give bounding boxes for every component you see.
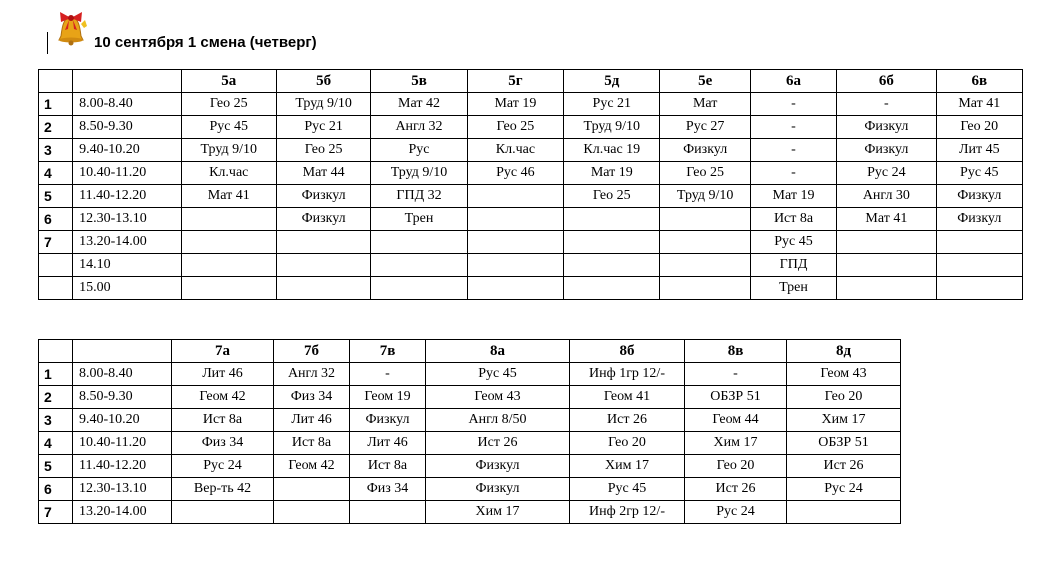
lesson-cell: Ист 26	[685, 478, 787, 501]
lesson-cell: Лит 46	[274, 409, 350, 432]
lesson-cell: Англ 30	[837, 185, 936, 208]
lesson-time: 13.20-14.00	[73, 231, 181, 254]
lesson-cell: Кл.час	[181, 162, 276, 185]
lesson-cell: Рус	[371, 139, 467, 162]
lesson-cell	[276, 277, 370, 300]
page-header	[47, 10, 447, 54]
table-row	[39, 116, 1023, 139]
class-header: 5д	[564, 70, 660, 93]
lesson-number: 5	[39, 185, 73, 208]
lesson-cell: Физкул	[426, 455, 570, 478]
lesson-cell: -	[750, 93, 836, 116]
lesson-cell: Мат 41	[181, 185, 276, 208]
table-row	[39, 455, 901, 478]
lesson-number: 3	[39, 139, 73, 162]
lesson-cell: Геом 42	[172, 386, 274, 409]
lesson-time: 11.40-12.20	[73, 185, 181, 208]
lesson-cell: Физкул	[660, 139, 750, 162]
lesson-number: 2	[39, 386, 73, 409]
lesson-cell: -	[837, 93, 936, 116]
lesson-time: 10.40-11.20	[73, 432, 172, 455]
lesson-cell	[467, 185, 563, 208]
lesson-time: 14.10	[73, 254, 181, 277]
lesson-cell: Гео 20	[685, 455, 787, 478]
lesson-cell	[467, 277, 563, 300]
lesson-cell: Геом 41	[570, 386, 685, 409]
class-header: 5а	[181, 70, 276, 93]
lesson-cell: Физ 34	[274, 386, 350, 409]
lesson-cell: Трен	[750, 277, 836, 300]
lesson-cell: Рус 24	[685, 501, 787, 524]
lesson-time: 12.30-13.10	[73, 208, 181, 231]
schedule-table-grade-7-8	[38, 339, 901, 524]
lesson-number: 4	[39, 162, 73, 185]
lesson-cell: -	[685, 363, 787, 386]
lesson-cell: Кл.час 19	[564, 139, 660, 162]
lesson-cell: Физ 34	[172, 432, 274, 455]
bell-with-bow-icon	[51, 10, 91, 50]
header-cell-empty	[39, 70, 73, 93]
lesson-number: 2	[39, 116, 73, 139]
class-header: 8в	[685, 340, 787, 363]
table-row	[39, 93, 1023, 116]
lesson-cell: ОБЗР 51	[685, 386, 787, 409]
lesson-cell: -	[350, 363, 426, 386]
lesson-cell: Рус 21	[276, 116, 370, 139]
lesson-number: 4	[39, 432, 73, 455]
table-row	[39, 501, 901, 524]
table-row	[39, 185, 1023, 208]
schedule-table-grade-5-6	[38, 69, 1023, 300]
lesson-cell: Гео 20	[787, 386, 901, 409]
lesson-cell: Рус 45	[936, 162, 1022, 185]
lesson-cell: Труд 9/10	[276, 93, 370, 116]
lesson-cell	[371, 277, 467, 300]
lesson-cell: Рус 45	[750, 231, 836, 254]
lesson-cell	[181, 231, 276, 254]
table-row	[39, 139, 1023, 162]
lesson-cell	[371, 231, 467, 254]
class-header: 5в	[371, 70, 467, 93]
lesson-cell: Труд 9/10	[660, 185, 750, 208]
lesson-cell: Рус 45	[570, 478, 685, 501]
lesson-cell: Лит 46	[350, 432, 426, 455]
lesson-cell: Англ 32	[274, 363, 350, 386]
class-header: 6б	[837, 70, 936, 93]
lesson-cell: Мат 41	[936, 93, 1022, 116]
lesson-cell	[467, 231, 563, 254]
lesson-cell: Мат 19	[750, 185, 836, 208]
table-row	[39, 478, 901, 501]
lesson-number: 6	[39, 478, 73, 501]
lesson-cell	[276, 254, 370, 277]
lesson-cell: Рус 45	[181, 116, 276, 139]
lesson-cell: Рус 24	[172, 455, 274, 478]
lesson-cell	[274, 501, 350, 524]
header-divider	[47, 32, 48, 54]
lesson-cell: -	[750, 162, 836, 185]
lesson-cell: Рус 27	[660, 116, 750, 139]
lesson-cell: Хим 17	[426, 501, 570, 524]
lesson-cell: ОБЗР 51	[787, 432, 901, 455]
lesson-cell	[564, 231, 660, 254]
lesson-cell: Ист 8а	[350, 455, 426, 478]
lesson-cell: Физкул	[936, 185, 1022, 208]
lesson-time: 8.00-8.40	[73, 93, 181, 116]
lesson-time: 9.40-10.20	[73, 409, 172, 432]
lesson-number: 6	[39, 208, 73, 231]
lesson-cell: Рус 46	[467, 162, 563, 185]
lesson-cell: Труд 9/10	[564, 116, 660, 139]
lesson-cell: Геом 19	[350, 386, 426, 409]
page-title: 10 сентября 1 смена (четверг)	[94, 34, 317, 51]
lesson-cell: Рус 45	[426, 363, 570, 386]
table-row	[39, 409, 901, 432]
lesson-time: 10.40-11.20	[73, 162, 181, 185]
lesson-cell	[936, 254, 1022, 277]
lesson-cell: Мат 41	[837, 208, 936, 231]
class-header: 6в	[936, 70, 1022, 93]
lesson-cell: Гео 20	[570, 432, 685, 455]
lesson-time: 11.40-12.20	[73, 455, 172, 478]
lesson-cell: Физкул	[936, 208, 1022, 231]
lesson-cell: Рус 21	[564, 93, 660, 116]
lesson-cell: Геом 43	[787, 363, 901, 386]
lesson-cell: Физкул	[276, 208, 370, 231]
lesson-cell: Трен	[371, 208, 467, 231]
lesson-cell	[274, 478, 350, 501]
header-cell-empty	[73, 70, 181, 93]
lesson-cell: -	[750, 139, 836, 162]
header-row	[39, 340, 901, 363]
lesson-cell: Физкул	[837, 116, 936, 139]
lesson-cell: Ист 8а	[172, 409, 274, 432]
lesson-cell: Геом 43	[426, 386, 570, 409]
lesson-cell: Лит 45	[936, 139, 1022, 162]
lesson-number	[39, 277, 73, 300]
lesson-cell	[660, 208, 750, 231]
lesson-cell	[350, 501, 426, 524]
lesson-cell: Мат	[660, 93, 750, 116]
lesson-cell: Физ 34	[350, 478, 426, 501]
lesson-cell	[837, 277, 936, 300]
lesson-cell: Мат 19	[564, 162, 660, 185]
lesson-cell	[660, 277, 750, 300]
lesson-cell	[467, 254, 563, 277]
lesson-time: 8.00-8.40	[73, 363, 172, 386]
lesson-cell: Инф 1гр 12/-	[570, 363, 685, 386]
table-row	[39, 254, 1023, 277]
lesson-cell: Англ 32	[371, 116, 467, 139]
table-row	[39, 363, 901, 386]
class-header: 8а	[426, 340, 570, 363]
class-header: 7б	[274, 340, 350, 363]
lesson-time: 8.50-9.30	[73, 116, 181, 139]
lesson-cell: Гео 20	[936, 116, 1022, 139]
lesson-cell: Ист 8а	[274, 432, 350, 455]
table-row	[39, 208, 1023, 231]
header-cell-empty	[73, 340, 172, 363]
lesson-cell: Ист 26	[426, 432, 570, 455]
class-header: 5е	[660, 70, 750, 93]
table-row	[39, 386, 901, 409]
lesson-cell	[936, 277, 1022, 300]
lesson-cell: Ист 8а	[750, 208, 836, 231]
lesson-cell: Рус 24	[837, 162, 936, 185]
lesson-cell: Гео 25	[276, 139, 370, 162]
lesson-cell: Физкул	[276, 185, 370, 208]
lesson-time: 12.30-13.10	[73, 478, 172, 501]
lesson-cell	[564, 277, 660, 300]
lesson-number: 3	[39, 409, 73, 432]
lesson-cell	[837, 254, 936, 277]
lesson-time: 13.20-14.00	[73, 501, 172, 524]
lesson-cell: Физкул	[426, 478, 570, 501]
lesson-cell: Ист 26	[570, 409, 685, 432]
lesson-cell: Хим 17	[570, 455, 685, 478]
lesson-number: 7	[39, 501, 73, 524]
lesson-cell: ГПД	[750, 254, 836, 277]
lesson-cell	[564, 208, 660, 231]
table-row	[39, 231, 1023, 254]
lesson-cell: Гео 25	[467, 116, 563, 139]
lesson-cell: Гео 25	[181, 93, 276, 116]
lesson-cell: Инф 2гр 12/-	[570, 501, 685, 524]
lesson-cell: Хим 17	[685, 432, 787, 455]
lesson-number: 1	[39, 93, 73, 116]
lesson-cell	[787, 501, 901, 524]
lesson-cell	[936, 231, 1022, 254]
lesson-cell: Мат 19	[467, 93, 563, 116]
class-header: 6а	[750, 70, 836, 93]
class-header: 5г	[467, 70, 563, 93]
lesson-cell	[837, 231, 936, 254]
lesson-cell: Труд 9/10	[371, 162, 467, 185]
table-row	[39, 432, 901, 455]
lesson-cell: Мат 42	[371, 93, 467, 116]
lesson-cell: Кл.час	[467, 139, 563, 162]
lesson-cell	[660, 231, 750, 254]
lesson-cell: Труд 9/10	[181, 139, 276, 162]
lesson-cell	[181, 254, 276, 277]
class-header: 7в	[350, 340, 426, 363]
lesson-cell: Вер-ть 42	[172, 478, 274, 501]
lesson-time: 9.40-10.20	[73, 139, 181, 162]
header-row	[39, 70, 1023, 93]
lesson-cell: Гео 25	[660, 162, 750, 185]
lesson-cell: Ист 26	[787, 455, 901, 478]
lesson-cell: Геом 42	[274, 455, 350, 478]
lesson-cell: Лит 46	[172, 363, 274, 386]
lesson-cell: Мат 44	[276, 162, 370, 185]
lesson-time: 8.50-9.30	[73, 386, 172, 409]
lesson-cell: ГПД 32	[371, 185, 467, 208]
lesson-cell: Рус 24	[787, 478, 901, 501]
lesson-cell: -	[750, 116, 836, 139]
lesson-time: 15.00	[73, 277, 181, 300]
lesson-cell	[181, 208, 276, 231]
lesson-cell	[371, 254, 467, 277]
lesson-number: 7	[39, 231, 73, 254]
lesson-cell: Физкул	[350, 409, 426, 432]
lesson-cell	[276, 231, 370, 254]
lesson-cell: Англ 8/50	[426, 409, 570, 432]
lesson-cell: Физкул	[837, 139, 936, 162]
header-cell-empty	[39, 340, 73, 363]
lesson-cell: Хим 17	[787, 409, 901, 432]
lesson-cell	[467, 208, 563, 231]
lesson-cell: Гео 25	[564, 185, 660, 208]
lesson-number: 5	[39, 455, 73, 478]
lesson-cell	[564, 254, 660, 277]
lesson-number: 1	[39, 363, 73, 386]
table-row	[39, 277, 1023, 300]
class-header: 7а	[172, 340, 274, 363]
lesson-cell: Геом 44	[685, 409, 787, 432]
table-row	[39, 162, 1023, 185]
class-header: 5б	[276, 70, 370, 93]
lesson-cell	[181, 277, 276, 300]
class-header: 8д	[787, 340, 901, 363]
lesson-cell	[172, 501, 274, 524]
lesson-number	[39, 254, 73, 277]
class-header: 8б	[570, 340, 685, 363]
lesson-cell	[660, 254, 750, 277]
